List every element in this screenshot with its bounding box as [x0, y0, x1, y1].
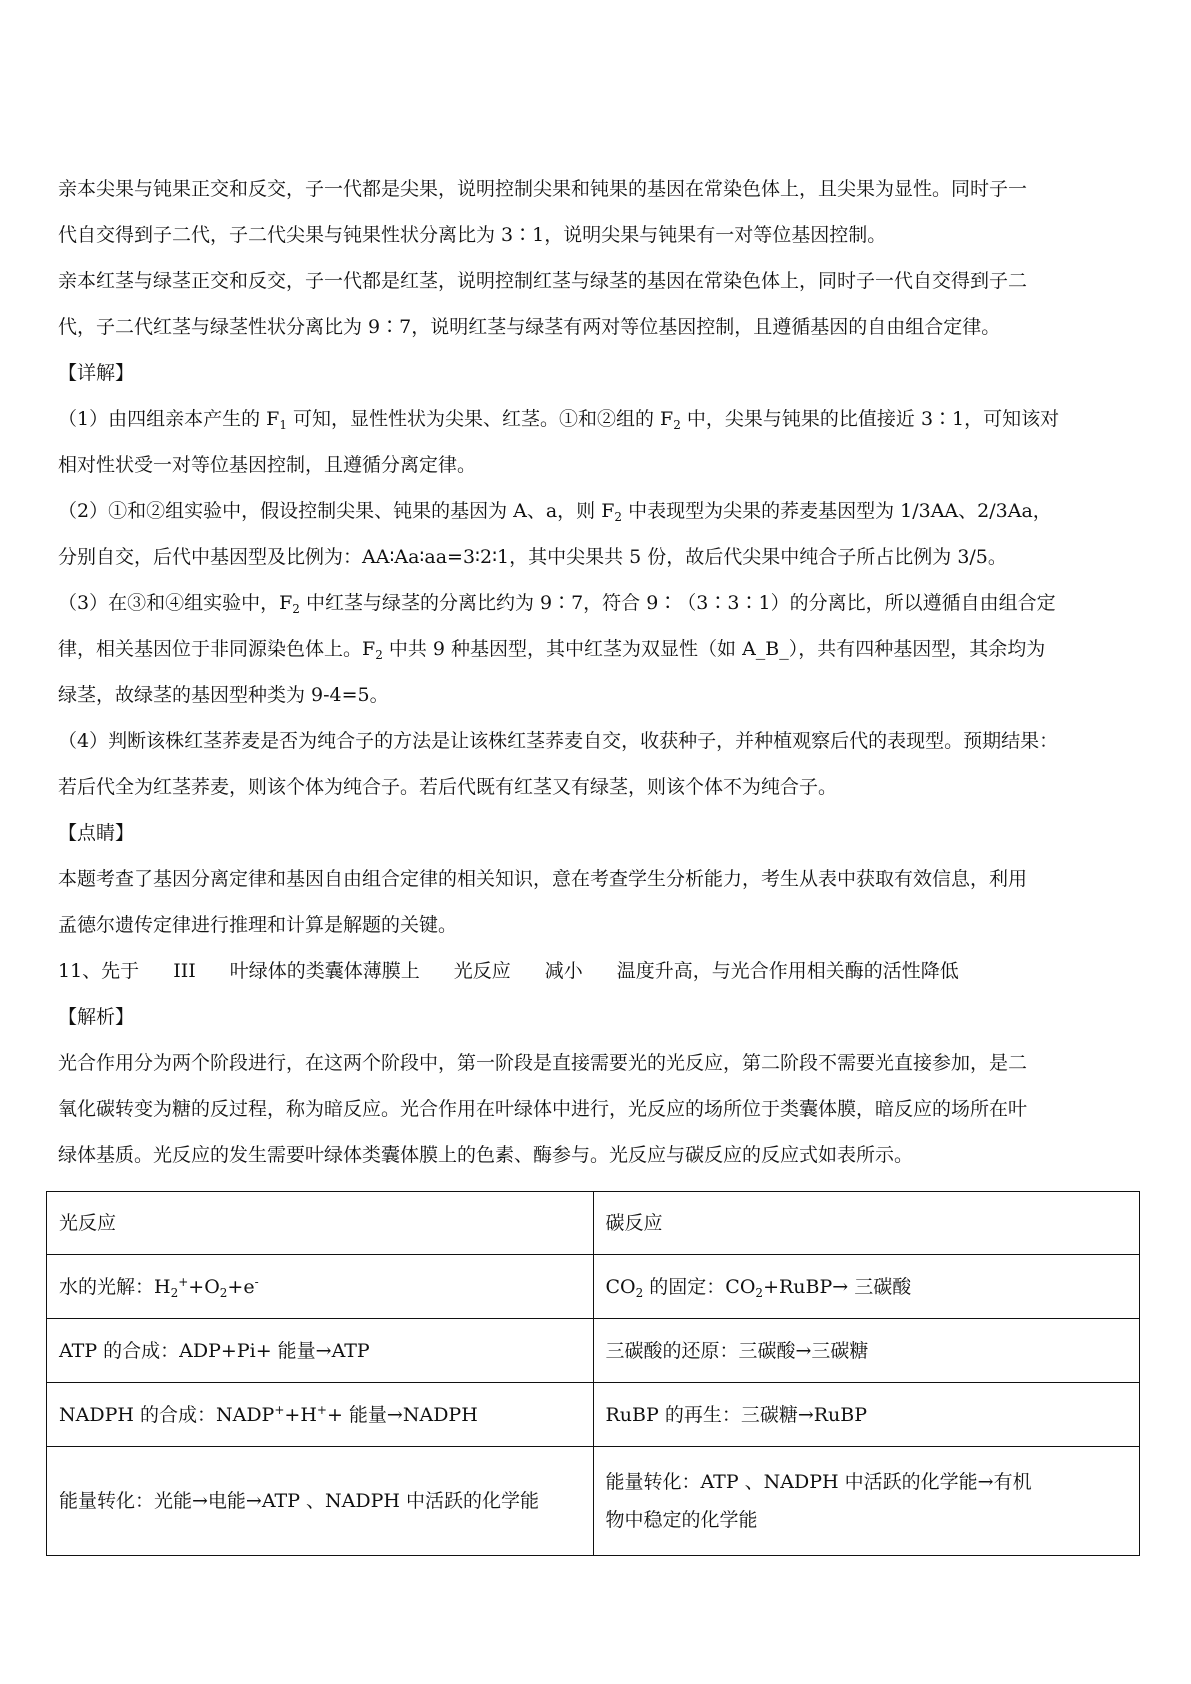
table-cell: ATP 的合成：ADP+Pi+ 能量→ATP: [47, 1319, 594, 1383]
text-line: 光合作用分为两个阶段进行，在这两个阶段中，第一阶段是直接需要光的光反应，第二阶段不需要光直接参加，是二: [58, 1052, 1028, 1074]
table-cell: RuBP 的再生：三碳糖→RuBP: [593, 1383, 1140, 1447]
comment-heading: 【点睛】: [58, 822, 135, 844]
text-line: 亲本红茎与绿茎正交和反交，子一代都是红茎，说明控制红茎与绿茎的基因在常染色体上，同时子一代自交得到子二: [58, 270, 1028, 292]
answer-item: 温度升高，与光合作用相关酶的活性降低: [616, 960, 959, 982]
answer-item: 叶绿体的类囊体薄膜上: [229, 960, 420, 982]
table-row: [47, 1383, 1140, 1447]
text-line: 代自交得到子二代，子二代尖果与钝果性状分离比为 3∶1，说明尖果与钝果有一对等位基因控制。: [58, 224, 887, 246]
reaction-table: [46, 1191, 1140, 1556]
table-header-light-reaction: 光反应: [47, 1192, 594, 1255]
table-cell: NADPH 的合成：NADP++H++ 能量→NADPH: [47, 1383, 594, 1447]
text-line: 绿体基质。光反应的发生需要叶绿体类囊体膜上的色素、酶参与。光反应与碳反应的反应式如表所示。: [58, 1144, 914, 1166]
table-row: [47, 1447, 1140, 1556]
text-line: 分别自交，后代中基因型及比例为：AA∶Aa∶aa=3∶2∶1，其中尖果共 5 份，故后代尖果中纯合子所占比例为 3/5。: [58, 546, 1007, 568]
answer-item: 减小: [544, 960, 583, 982]
text-line: （2）①和②组实验中，假设控制尖果、钝果的基因为 A、a，则 $F_2$ 中表现型为尖果的荞麦基因型为 1/3AA、2/3Aa，: [58, 500, 1052, 524]
analysis-heading: 【解析】: [58, 1006, 135, 1028]
answer-item: 光反应: [453, 960, 511, 982]
text-line: 氧化碳转变为糖的反过程，称为暗反应。光合作用在叶绿体中进行，光反应的场所位于类囊体膜，暗反应的场所在叶: [58, 1098, 1028, 1120]
table-cell: 三碳酸的还原：三碳酸→三碳糖: [593, 1319, 1140, 1383]
table-cell: 能量转化：ATP 、NADPH 中活跃的化学能→有机 物中稳定的化学能: [593, 1447, 1140, 1556]
detail-q1: [58, 396, 1140, 488]
answer-content: [58, 166, 1140, 1178]
text-line: 代，子二代红茎与绿茎性状分离比为 9∶7，说明红茎与绿茎有两对等位基因控制，且遵循基因的自由组合定律。: [58, 316, 1001, 338]
detail-q2: [58, 488, 1140, 580]
text-line: （3）在③和④组实验中，$F_2$ 中红茎与绿茎的分离比约为 9∶7，符合 9∶（3∶3∶1）的分离比，所以遵循自由组合定: [58, 592, 1056, 616]
table-cell: $CO_2$ 的固定：$CO_2+RuBP\to$ 三碳酸: [593, 1255, 1140, 1319]
detail-q3: [58, 580, 1140, 718]
table-row: [47, 1319, 1140, 1383]
paragraph-dominance-stem: [58, 258, 1140, 350]
question-11-answers: [58, 948, 1140, 994]
text-line: 律，相关基因位于非同源染色体上。$F_2$ 中共 9 种基因型，其中红茎为双显性（如 A_B_），共有四种基因型，其余均为: [58, 638, 1046, 662]
table-row: [47, 1192, 1140, 1255]
detail-heading: 【详解】: [58, 362, 135, 384]
paragraph-dominance-fruit: [58, 166, 1140, 258]
text-line: 绿茎，故绿茎的基因型种类为 9-4=5。: [58, 684, 389, 706]
answer-item: III: [173, 960, 196, 982]
table-header-carbon-reaction: 碳反应: [593, 1192, 1140, 1255]
text-line: （1）由四组亲本产生的 $F_1$ 可知，显性性状为尖果、红茎。①和②组的 $F_2$ 中，尖果与钝果的比值接近 3∶1，可知该对: [58, 408, 1060, 432]
table-cell: 能量转化：光能→电能→ATP 、NADPH 中活跃的化学能: [47, 1447, 594, 1556]
text-line: 孟德尔遗传定律进行推理和计算是解题的关键。: [58, 914, 458, 936]
text-line: 亲本尖果与钝果正交和反交，子一代都是尖果，说明控制尖果和钝果的基因在常染色体上，且尖果为显性。同时子一: [58, 178, 1028, 200]
text-line: 相对性状受一对等位基因控制，且遵循分离定律。: [58, 454, 477, 476]
detail-q4: [58, 718, 1140, 810]
comment-paragraph: [58, 856, 1140, 948]
table-row: [47, 1255, 1140, 1319]
text-line: 若后代全为红茎荞麦，则该个体为纯合子。若后代既有红茎又有绿茎，则该个体不为纯合子。: [58, 776, 838, 798]
answer-item: 11、先于: [58, 960, 140, 982]
text-line: 本题考查了基因分离定律和基因自由组合定律的相关知识，意在考查学生分析能力，考生从表中获取有效信息，利用: [58, 868, 1028, 890]
analysis-paragraph: [58, 1040, 1140, 1178]
table-cell: 水的光解：$H_2^++O_2+e^-$: [47, 1255, 594, 1319]
text-line: （4）判断该株红茎荞麦是否为纯合子的方法是让该株红茎荞麦自交，收获种子，并种植观察后代的表现型。预期结果：: [58, 730, 1059, 752]
